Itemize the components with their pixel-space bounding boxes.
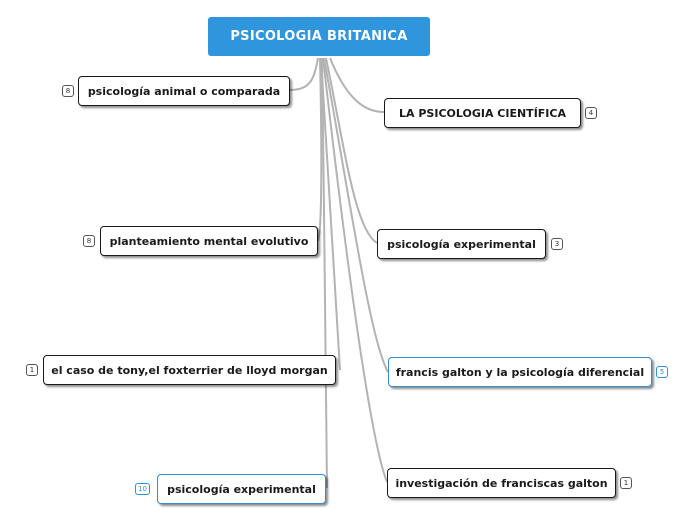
topic-investigacion-galton[interactable]: investigación de franciscas galton [387, 468, 616, 498]
topic-count-badge[interactable]: 8 [83, 235, 95, 247]
connector-right-1 [330, 58, 384, 112]
topic-caso-tony[interactable]: el caso de tony,el foxterrier de lloyd morgan [43, 355, 336, 385]
topic-galton-diferencial[interactable]: francis galton y la psicología diferencial [388, 357, 652, 387]
topic-count-badge[interactable]: 1 [620, 477, 632, 489]
topic-animal-comparada[interactable]: psicología animal o comparada [78, 76, 290, 106]
topic-count-badge[interactable]: 1 [26, 364, 38, 376]
topic-count-badge[interactable]: 5 [656, 366, 668, 378]
topic-count-badge[interactable]: 10 [135, 483, 150, 495]
topic-count-badge[interactable]: 8 [62, 85, 74, 97]
root-topic[interactable]: PSICOLOGIA BRITANICA [208, 17, 430, 56]
topic-planteamiento-mental[interactable]: planteamiento mental evolutivo [100, 226, 318, 256]
connector-left-1 [290, 58, 318, 90]
topic-psicologia-experimental-left[interactable]: psicología experimental [157, 474, 326, 504]
topic-count-badge[interactable]: 3 [551, 238, 563, 250]
topic-psicologia-experimental-right[interactable]: psicología experimental [377, 229, 546, 259]
topic-psicologia-cientifica[interactable]: LA PSICOLOGIA CIENTÍFICA [384, 98, 581, 128]
topic-count-badge[interactable]: 4 [585, 107, 597, 119]
connector-left-2 [318, 58, 321, 241]
connector-right-4 [323, 58, 387, 482]
